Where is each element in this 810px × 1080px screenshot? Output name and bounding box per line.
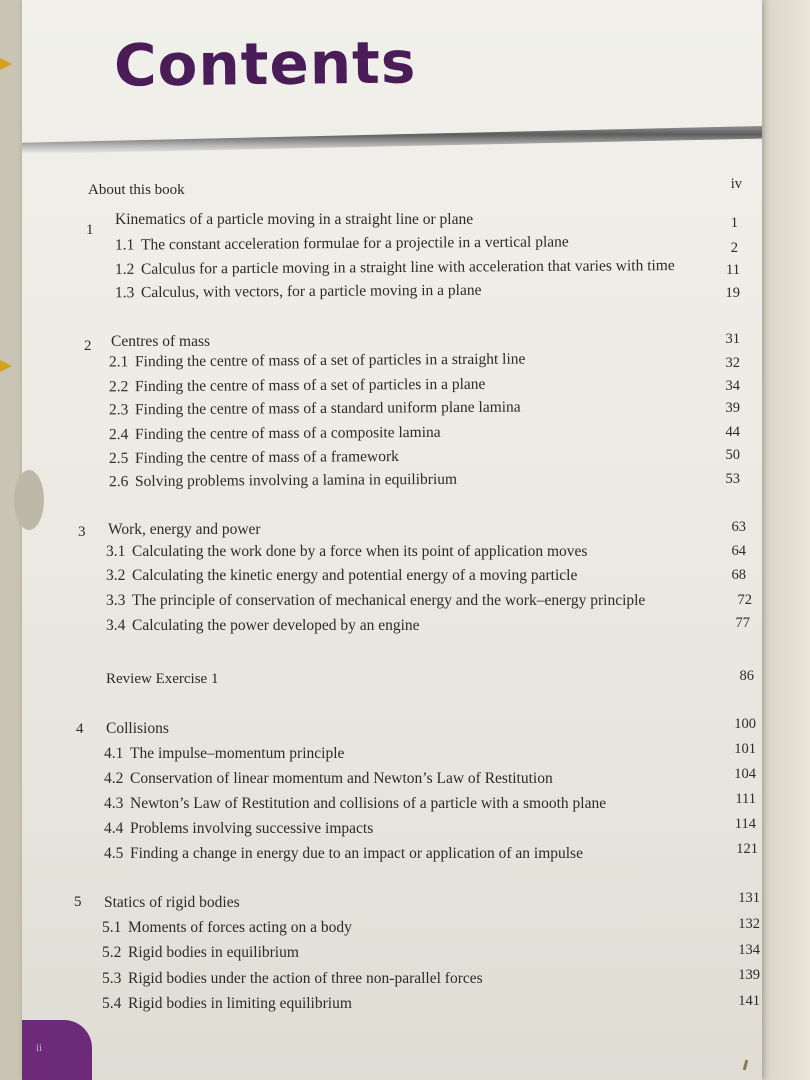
toc-section xyxy=(109,376,485,397)
section-title: Problems involving successive impacts xyxy=(130,820,374,837)
section-title: Conservation of linear momentum and Newton’s Law of Restitution xyxy=(130,770,553,787)
toc-section xyxy=(109,351,526,372)
toc-section xyxy=(106,592,645,610)
section-page: 39 xyxy=(725,400,740,416)
footer-page-number: ii xyxy=(36,1042,43,1054)
section-page: 44 xyxy=(725,424,740,440)
binder-tab xyxy=(0,360,12,372)
section-title: Solving problems involving a lamina in equilibrium xyxy=(134,470,458,491)
section-number: 2.5 xyxy=(108,449,129,468)
book-page xyxy=(22,0,762,1080)
section-number: 3.1 xyxy=(106,543,126,560)
toc-section xyxy=(115,282,482,303)
chapter-number: 2 xyxy=(84,338,92,354)
chapter-page: 63 xyxy=(731,519,746,535)
toc-section xyxy=(109,424,441,444)
binder-tab xyxy=(0,58,12,70)
section-title: Rigid bodies in limiting equilibrium xyxy=(128,995,352,1012)
section-page: 77 xyxy=(735,615,750,631)
chapter-title: Collisions xyxy=(106,720,169,737)
toc-section xyxy=(104,770,553,788)
chapter-number: 1 xyxy=(86,222,94,238)
toc-section xyxy=(115,233,569,254)
toc-section xyxy=(109,399,521,420)
section-number: 1.2 xyxy=(114,260,135,278)
section-page: 72 xyxy=(737,592,752,608)
toc-section xyxy=(104,745,344,763)
section-number: 4.4 xyxy=(104,820,124,837)
section-number: 4.1 xyxy=(104,745,124,762)
section-number: 4.5 xyxy=(104,845,124,862)
chapter-title: Statics of rigid bodies xyxy=(104,894,240,911)
toc-section xyxy=(106,567,577,585)
section-page: 32 xyxy=(725,355,740,371)
section-title: Calculating the work done by a force when its point of application moves xyxy=(132,543,588,560)
section-page: 114 xyxy=(734,816,756,832)
section-number: 1.1 xyxy=(114,236,135,254)
section-number: 2.3 xyxy=(108,401,129,419)
section-page: 101 xyxy=(734,741,756,757)
section-page: 121 xyxy=(736,841,758,857)
section-page: 50 xyxy=(725,447,740,463)
section-number: 3.4 xyxy=(106,617,126,634)
review-exercise-label: Review Exercise 1 xyxy=(106,671,219,687)
section-page: 139 xyxy=(738,967,760,983)
section-title: Calculus, with vectors, for a particle moving in a plane xyxy=(140,281,482,302)
section-number: 5.4 xyxy=(102,995,122,1012)
toc-section xyxy=(109,471,457,491)
chapter-page: 131 xyxy=(738,890,760,906)
section-number: 2.1 xyxy=(108,353,129,371)
chapter-title: Work, energy and power xyxy=(108,521,261,538)
section-page: 2 xyxy=(730,240,738,256)
section-title: Finding a change in energy due to an impact or application of an impulse xyxy=(130,845,583,862)
section-title: Calculating the kinetic energy and potential energy of a moving particle xyxy=(132,567,578,584)
section-page: 141 xyxy=(738,993,760,1009)
section-title: Calculus for a particle moving in a straight line with acceleration that varies with time xyxy=(140,257,675,278)
section-number: 5.2 xyxy=(102,944,122,961)
section-number: 5.1 xyxy=(102,919,122,936)
section-page: 68 xyxy=(731,567,746,583)
section-page: 64 xyxy=(731,543,746,559)
section-number: 2.2 xyxy=(108,378,129,396)
section-title: The principle of conservation of mechanical energy and the work–energy principle xyxy=(132,592,646,609)
chapter-title: Centres of mass xyxy=(111,333,211,350)
section-title: Finding the centre of mass of a set of particles in a straight line xyxy=(134,350,526,371)
section-title: Finding the centre of mass of a standard uniform plane lamina xyxy=(134,398,521,419)
chapter-number: 5 xyxy=(74,894,82,910)
section-title: Rigid bodies under the action of three non-parallel forces xyxy=(128,970,483,987)
toc-section xyxy=(106,543,587,561)
toc-section xyxy=(104,795,606,813)
section-page: 53 xyxy=(725,471,740,487)
section-number: 5.3 xyxy=(102,970,122,987)
section-title: The constant acceleration formulae for a projectile in a vertical plane xyxy=(140,233,569,254)
chapter-title: Kinematics of a particle moving in a straight line or plane xyxy=(115,211,474,228)
section-page: 34 xyxy=(725,378,740,394)
toc-section xyxy=(115,257,675,279)
section-title: Calculating the power developed by an engine xyxy=(132,617,420,634)
section-title: Finding the centre of mass of a framework xyxy=(134,447,399,467)
section-number: 2.4 xyxy=(108,426,129,444)
section-title: Moments of forces acting on a body xyxy=(128,919,352,936)
section-title: Finding the centre of mass of a set of particles in a plane xyxy=(134,375,486,396)
section-title: The impulse–momentum principle xyxy=(130,745,345,762)
toc-section xyxy=(109,448,399,468)
section-number: 3.2 xyxy=(106,567,126,584)
toc-section xyxy=(102,944,299,962)
adjacent-page-edge xyxy=(762,0,810,1080)
toc-section xyxy=(102,995,352,1013)
toc-about-label: About this book xyxy=(88,182,185,198)
section-number: 1.3 xyxy=(114,284,135,302)
section-title: Finding the centre of mass of a composite lamina xyxy=(134,423,441,443)
toc-section xyxy=(104,845,583,863)
toc-section xyxy=(104,820,373,838)
section-page: 19 xyxy=(725,285,740,301)
section-page: 11 xyxy=(726,262,740,278)
section-number: 3.3 xyxy=(106,592,126,609)
chapter-page: 31 xyxy=(725,331,740,347)
chapter-number: 4 xyxy=(76,721,84,737)
chapter-page: 100 xyxy=(734,716,756,732)
footer-page-tab xyxy=(22,1020,92,1080)
section-title: Rigid bodies in equilibrium xyxy=(128,944,299,961)
toc-about-page: iv xyxy=(730,176,742,192)
chapter-number: 3 xyxy=(78,524,86,540)
review-exercise-page: 86 xyxy=(739,668,754,684)
toc-section xyxy=(102,970,483,988)
table-of-contents xyxy=(22,0,762,1080)
toc-section xyxy=(102,919,352,937)
section-page: 134 xyxy=(738,942,760,958)
page-title: Contents xyxy=(113,28,417,100)
toc-section xyxy=(106,617,420,635)
chapter-page: 1 xyxy=(730,215,738,231)
section-title: Newton’s Law of Restitution and collisions of a particle with a smooth plane xyxy=(130,795,607,812)
section-number: 4.3 xyxy=(104,795,124,812)
section-page: 132 xyxy=(738,916,760,932)
section-number: 2.6 xyxy=(108,473,129,491)
section-page: 104 xyxy=(734,766,756,782)
section-number: 4.2 xyxy=(104,770,124,787)
section-page: 111 xyxy=(735,791,756,807)
